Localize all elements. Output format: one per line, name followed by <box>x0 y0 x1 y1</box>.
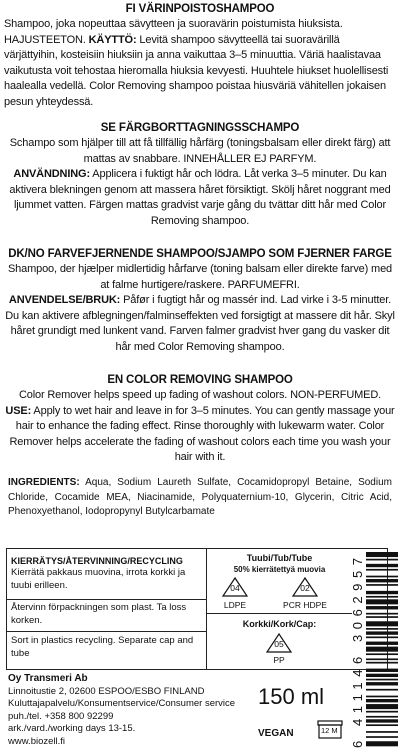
company-info <box>8 673 235 748</box>
section-fi <box>4 1 396 110</box>
section-en <box>4 372 396 466</box>
tube-subtitle: 50% kierrätettyä muovia <box>233 565 326 574</box>
company-name: Oy Transmeri Ab <box>8 673 88 684</box>
barcode-bar <box>366 631 398 634</box>
barcode-bar <box>366 719 398 722</box>
section-title: EN COLOR REMOVING SHAMPOO <box>107 374 293 386</box>
barcode-bar <box>366 552 398 557</box>
volume: 150 ml <box>258 684 325 709</box>
pao-period: 12 M <box>321 726 338 735</box>
use-text: Levitä shampoo sävytteellä tai suoravärillä värjättyihin, kosteisiin hiuksiin ja anna vaikuttaa 3–5 minuuttia. Väriä haalistavaa vaikutusta voit tehostaa hieromalla hiuksia kevyesti. Huuhtele hiukset huolellisesti haalealla vedellä. Color Removing shampoo poistaa hiusväriä vähitellen jokaisen pesun yhteydessä. <box>4 33 389 108</box>
recycling-fi: Kierrätä pakkaus muovina, irrota korkki ja tuubi erilleen. <box>11 567 186 591</box>
barcode-bar <box>366 569 398 571</box>
barcode-bar <box>366 689 398 691</box>
barcode-bar <box>366 599 398 604</box>
barcode-bar <box>366 564 398 567</box>
use-label: ANVENDELSE/BRUK: <box>8 294 121 306</box>
material-codes <box>207 549 352 669</box>
section-title: FI VÄRINPOISTOSHAMPOO <box>125 3 275 15</box>
section-intro: Color Remover helps speed up fading of washout colors. NON-PERFUMED. <box>18 389 382 401</box>
barcode-bar <box>366 696 398 698</box>
use-label: ANVÄNDNING: <box>13 168 90 180</box>
barcode-digits: 6 411146 3062957 <box>350 558 365 748</box>
company-hours: ark./vard./working days 13-15. <box>8 723 136 734</box>
use-text: Applicera i fuktigt hår och lödra. Låt verka 3–5 minuter. Du kan aktivera blekningen genom att massera håret försiktigt. Skölj håret noggrant med ljummet vatten. Färgen mattas gradvist varje gång du tvättar ditt hår med Color Removing shampoo. <box>9 168 391 227</box>
barcode-bar <box>366 584 398 586</box>
barcode-bar <box>366 579 398 582</box>
barcode-bar <box>366 669 398 672</box>
barcode-bar <box>366 679 398 681</box>
barcode-bar <box>366 613 398 615</box>
tube-label-2: PCR HDPE <box>283 600 327 610</box>
company-address: Linnoitustie 2, 02600 ESPOO/ESBO FINLAND <box>8 685 205 697</box>
use-text: Påfør i fugtigt hår og massér ind. Lad virke i 3-5 minutter. Du kan aktivere afblegningen/falminseffekten ved forsigtigt at massere dit hår. Skyl håret grundigt med lunkent vand. Farven falmer gradvist hver gang du vasker dit hår med Color Removing shampoo. <box>5 294 395 353</box>
use-label: USE: <box>5 404 32 417</box>
barcode-bar <box>366 731 398 733</box>
recycling-instructions <box>7 549 207 669</box>
barcode-bar <box>366 621 398 626</box>
barcode-bar <box>366 741 398 746</box>
recycling-title: KIERRÄTYS/ÅTERVINNING/RECYCLING <box>11 556 183 566</box>
section-dk-no <box>4 246 396 355</box>
section-se <box>4 120 396 229</box>
barcode-bar <box>366 559 398 561</box>
section-intro: Shampoo, der hjælper midlertidig hårfarve (toning balsam eller direkte farve) med at falme hurtigere/raskere. PARFUMEFRI. <box>7 263 393 291</box>
use-text: Apply to wet hair and leave in for 3–5 minutes. You can gently massage your hair to enhance the fading effect. Rinse thoroughly with lukewarm water. Color Remover helps accelerate the fading of washout colors each time you wash your hair with it. <box>9 404 395 463</box>
tube-label-1: LDPE <box>223 600 247 610</box>
barcode-bar <box>366 724 398 726</box>
company-service: Kuluttajapalvelu/Konsumentservice/Consumer service <box>8 698 236 709</box>
barcode-bar <box>366 699 398 702</box>
section-intro: Shampoo, joka nopeuttaa sävytteen ja suoravärin poistumista hiuksista. HAJUSTEETON. <box>4 18 343 46</box>
barcode-bar <box>366 704 398 709</box>
divider <box>207 613 352 614</box>
cap-title: Korkki/Kork/Cap: <box>242 619 317 629</box>
barcode-bar <box>366 576 398 578</box>
ingredients <box>8 476 392 520</box>
tube-code-1: 04 <box>230 583 240 593</box>
barcode-bar <box>366 636 398 638</box>
recycling-box <box>6 548 388 670</box>
ingredients-label: INGREDIENTS: <box>8 477 80 488</box>
section-title: DK/NO FARVEFJERNENDE SHAMPOO/SJAMPO SOM FJERNER FARGE <box>8 248 392 260</box>
barcode-bar <box>366 642 398 645</box>
company-phone: puh./tel. +358 800 92299 <box>8 710 114 722</box>
barcode-bar <box>366 616 398 618</box>
recycling-se: Återvinn förpackningen som plast. Ta loss korken. <box>11 602 187 626</box>
barcode-bar <box>366 711 398 713</box>
section-intro: Schampo som hjälper till att få tillfällig hårfärg (toningsbalsam eller direkt färg) att mattas av snabbare. INNEHÅLLER EJ PARFYM. <box>9 137 391 165</box>
cap-code: 05 <box>274 639 284 649</box>
barcode-bar <box>366 658 398 660</box>
company-web: www.biozell.fi <box>8 735 66 747</box>
barcode-bar <box>366 647 398 652</box>
use-label: KÄYTTÖ: <box>88 33 137 46</box>
divider <box>7 599 206 600</box>
barcode-bar <box>366 662 398 664</box>
barcode-bar <box>366 653 398 655</box>
barcode-bar <box>366 606 398 609</box>
barcode-bar <box>366 674 398 677</box>
barcode-bar <box>366 682 398 685</box>
recycling-en: Sort in plastics recycling. Separate cap and tube <box>11 635 194 659</box>
ingredients-text: Aqua, Sodium Laureth Sulfate, Cocamidopropyl Betaine, Sodium Chloride, Cocamide MEA, Niacinamide, Polyquaternium-10, Glycerin, Citric Acid, Phenoxyethanol, Iodopropynyl Butylcarbamate <box>8 477 392 517</box>
divider <box>7 631 206 632</box>
tube-title: Tuubi/Tub/Tube <box>246 553 313 563</box>
tube-code-2: 02 <box>300 583 310 593</box>
cap-label: PP <box>273 655 285 665</box>
barcode <box>348 548 400 752</box>
section-title: SE FÄRGBORTTAGNINGSSCHAMPO <box>100 122 300 134</box>
barcode-bar <box>366 628 398 630</box>
barcode-bar <box>366 596 398 598</box>
barcode-bar <box>366 736 398 738</box>
vegan-label: VEGAN <box>258 728 294 739</box>
barcode-bar <box>366 716 398 718</box>
barcode-bar <box>366 591 398 594</box>
